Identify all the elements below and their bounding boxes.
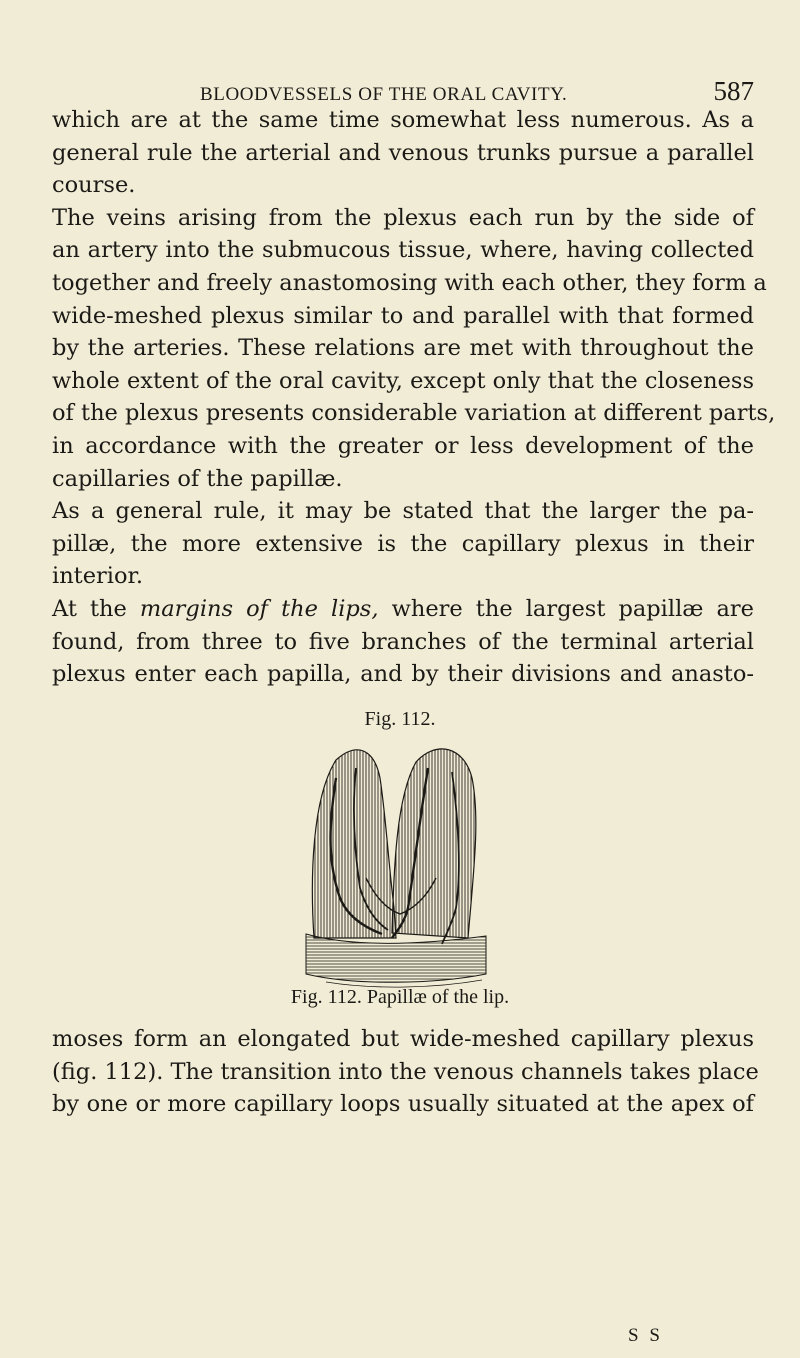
text-run: where the largest papillæ are — [378, 595, 754, 622]
body-text-top — [52, 104, 776, 691]
text-line: wide-meshed plexus similar to and parallel with that formed — [52, 302, 754, 329]
text-line: by the arteries. These relations are met with throughout the — [52, 335, 754, 362]
text-line: interior. — [52, 563, 143, 590]
text-line: moses form an elongated but wide-meshed capillary plexus — [52, 1026, 754, 1052]
text-line: general rule the arterial and venous trunks pursue a parallel — [52, 139, 754, 166]
text-line: an artery into the submucous tissue, where, having collected — [52, 237, 754, 264]
text-run: At the — [52, 595, 140, 622]
text-line: in accordance with the greater or less development of the — [52, 432, 754, 459]
page-number: 587 — [713, 76, 754, 106]
text-line: found, from three to five branches of the terminal arterial — [52, 628, 754, 655]
italic-phrase: margins of the lips, — [139, 595, 379, 622]
text-line: As a general rule, it may be stated that the larger the pa- — [52, 498, 754, 525]
text-line: plexus enter each papilla, and by their divisions and anasto- — [52, 661, 754, 688]
running-title: BLOODVESSELS OF THE ORAL CAVITY. — [200, 84, 568, 105]
text-line: whole extent of the oral cavity, except only that the closeness — [52, 367, 754, 394]
papillae-engraving — [296, 738, 496, 988]
body-text-bottom — [52, 1023, 759, 1121]
figure-label: Fig. 112. — [364, 708, 436, 730]
text-line: The veins arising from the plexus each run by the side of — [52, 204, 754, 231]
text-line: together and freely anastomosing with each other, they form a — [52, 269, 767, 296]
figure-illustration — [296, 738, 496, 988]
text-line-margins — [52, 593, 754, 626]
text-line: course. — [52, 172, 136, 199]
text-line: pillæ, the more extensive is the capillary plexus in their — [52, 530, 754, 557]
text-line: (fig. 112). The transition into the venous channels takes place — [52, 1058, 759, 1085]
text-line: which are at the same time somewhat less numerous. As a — [52, 107, 754, 133]
text-line: by one or more capillary loops usually situated at the apex of — [52, 1091, 754, 1118]
signature-mark: S S — [628, 1325, 663, 1346]
text-line: of the plexus presents considerable variation at different parts, — [52, 400, 776, 427]
text-line: capillaries of the papillæ. — [52, 465, 343, 492]
figure-caption: Fig. 112. Papillæ of the lip. — [290, 986, 510, 1008]
